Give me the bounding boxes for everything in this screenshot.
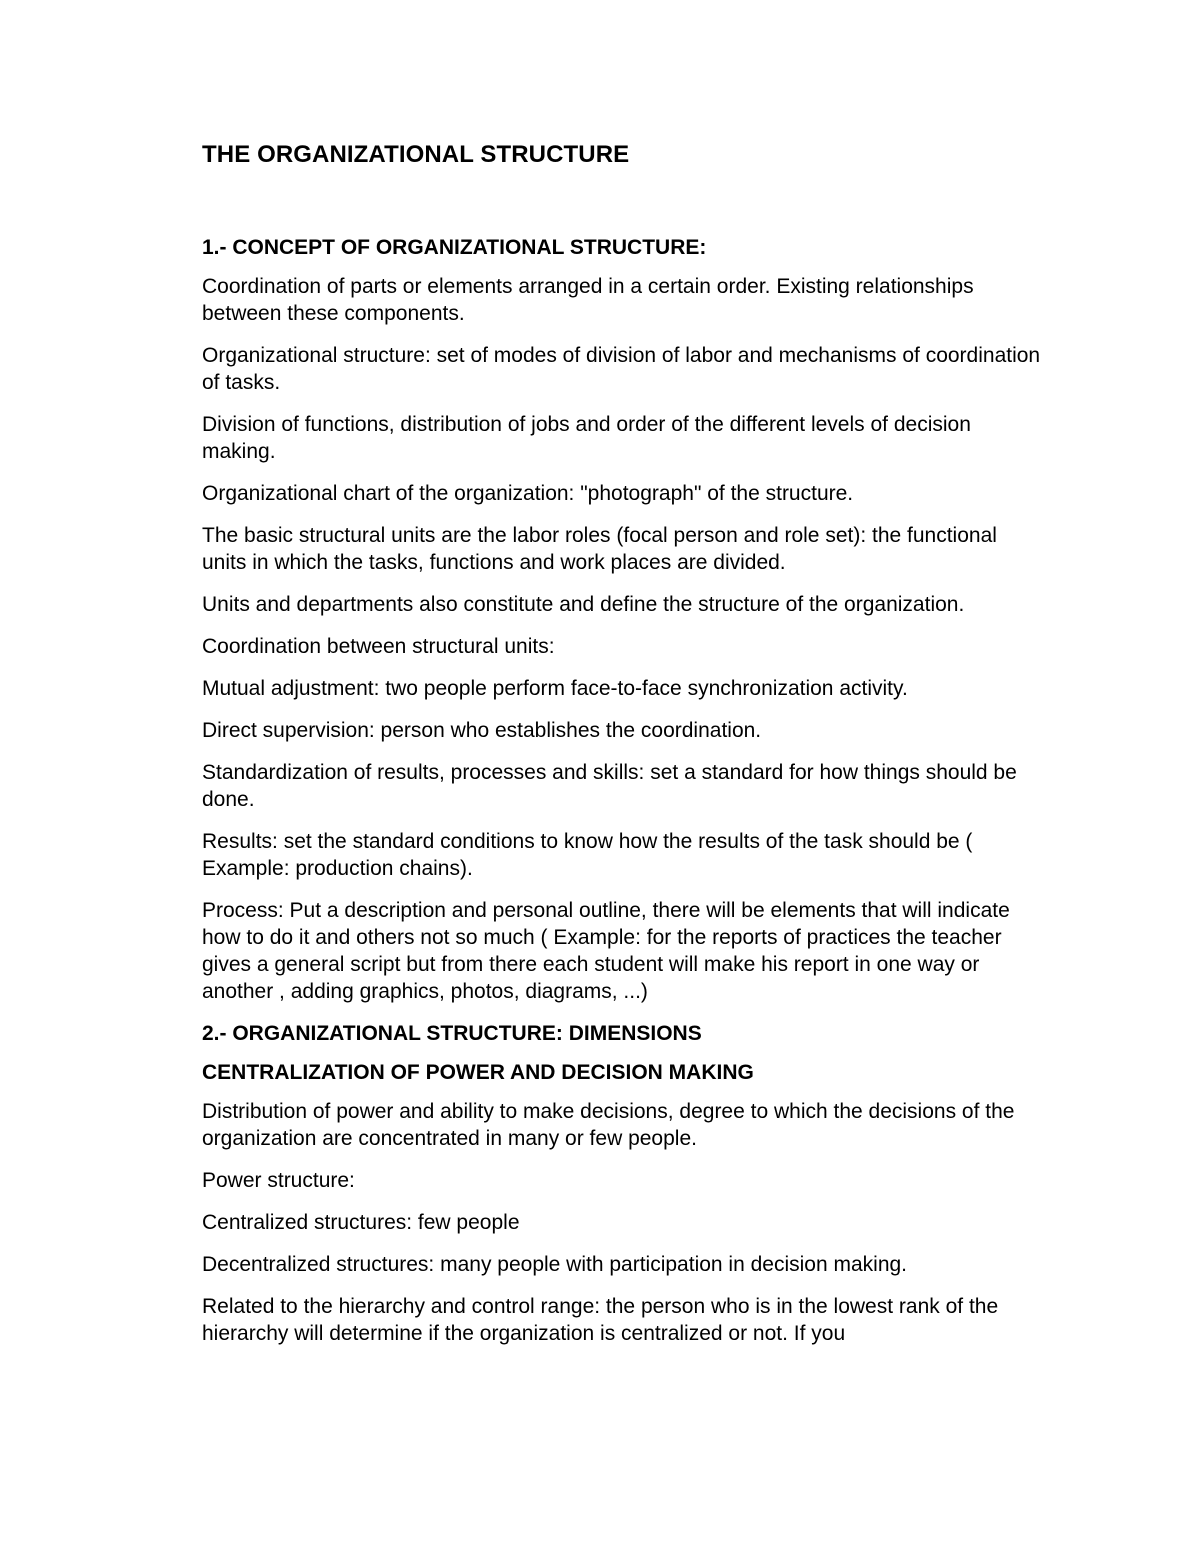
paragraph: Centralized structures: few people xyxy=(202,1211,520,1234)
paragraph: Organizational chart of the organization: "photograph" of the structure. xyxy=(202,482,854,505)
paragraph: Units and departments also constitute and define the structure of the organization. xyxy=(202,593,965,616)
paragraph: Process: Put a description and personal outline, there will be elements that will indicate how to do it and others not so much ( Example: for the reports of practices the teacher gives a general script but from there each student will make his report in one way or another , adding graphics, photos, diagrams, ...) xyxy=(202,899,1010,1003)
document-body xyxy=(202,140,1042,1362)
section-1-heading: 1.- CONCEPT OF ORGANIZATIONAL STRUCTURE: xyxy=(202,236,707,259)
paragraph: Decentralized structures: many people with participation in decision making. xyxy=(202,1253,908,1276)
paragraph: The basic structural units are the labor roles (focal person and role set): the functional units in which the tasks, functions and work places are divided. xyxy=(202,524,997,574)
paragraph: Related to the hierarchy and control range: the person who is in the lowest rank of the hierarchy will determine if the organization is centralized or not. If you xyxy=(202,1295,999,1345)
document-title: THE ORGANIZATIONAL STRUCTURE xyxy=(202,141,630,168)
section-2-heading: 2.- ORGANIZATIONAL STRUCTURE: DIMENSIONS xyxy=(202,1022,702,1045)
paragraph: Coordination between structural units: xyxy=(202,635,555,658)
paragraph: Coordination of parts or elements arranged in a certain order. Existing relationships between these components. xyxy=(202,275,974,325)
paragraph: Standardization of results, processes and skills: set a standard for how things should be done. xyxy=(202,761,1017,811)
paragraph: Mutual adjustment: two people perform face-to-face synchronization activity. xyxy=(202,677,908,700)
paragraph: Direct supervision: person who establishes the coordination. xyxy=(202,719,762,742)
paragraph: Power structure: xyxy=(202,1169,355,1192)
paragraph: Results: set the standard conditions to know how the results of the task should be ( Example: production chains). xyxy=(202,830,973,880)
paragraph: Division of functions, distribution of jobs and order of the different levels of decision making. xyxy=(202,413,971,463)
paragraph: Distribution of power and ability to make decisions, degree to which the decisions of the organization are concentrated in many or few people. xyxy=(202,1100,1015,1150)
section-2-subheading: CENTRALIZATION OF POWER AND DECISION MAKING xyxy=(202,1061,754,1084)
paragraph: Organizational structure: set of modes of division of labor and mechanisms of coordination of tasks. xyxy=(202,344,1041,394)
